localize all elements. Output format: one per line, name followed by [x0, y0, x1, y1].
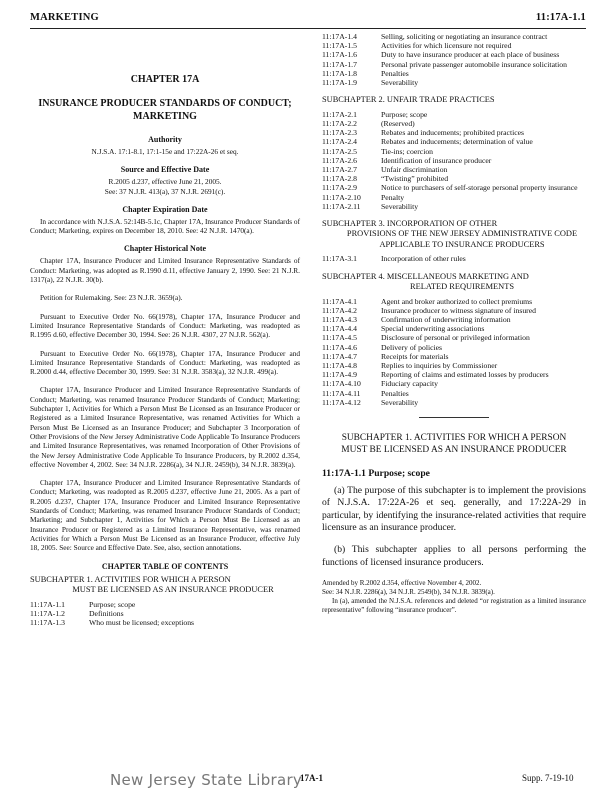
- toc-item-title: Fiduciary capacity: [381, 379, 438, 389]
- toc-item-number: 11:17A-1.8: [322, 68, 357, 78]
- toc-item-title: Disclosure of personal or privileged information: [381, 333, 530, 343]
- toc-item-title: Notice to purchasers of self-storage personal property insurance: [381, 183, 578, 193]
- toc-subchapter-line: SUBCHAPTER 1. ACTIVITIES FOR WHICH A PERSON: [30, 574, 231, 584]
- toc-list: [30, 600, 300, 628]
- toc-item-number: 11:17A-4.12: [322, 397, 361, 407]
- toc-item-number: 11:17A-1.5: [322, 41, 357, 51]
- source-line: See: 37 N.J.R. 413(a), 37 N.J.R. 2691(c).: [104, 186, 226, 196]
- toc-item-title: Rebates and inducements; determination of value: [381, 137, 533, 147]
- toc-item[interactable]: [322, 398, 586, 407]
- toc-item-number: 11:17A-1.1: [30, 599, 65, 609]
- toc-item-title: Severability: [381, 397, 419, 407]
- chapter-number: CHAPTER 17A: [130, 74, 200, 85]
- section-divider: [419, 417, 489, 418]
- toc-item-title: Purpose; scope: [381, 109, 428, 119]
- toc-subchapter-heading: [322, 219, 586, 251]
- toc-item-title: Purpose; scope: [89, 599, 136, 609]
- toc-list: [322, 297, 586, 407]
- authority-text: N.J.S.A. 17:1-8.1, 17:1-15e and 17:22A-26 et seq.: [91, 147, 239, 156]
- authority-heading: Authority: [148, 135, 182, 144]
- toc-item-title: Unfair discrimination: [381, 164, 448, 174]
- section-paragraph: (a) The purpose of this subchapter is to implement the provisions of N.J.S.A. 17:22A-26 et seq. generally, and 17:22A-29 in particular, by identifying the insurance-related activities that require licensure as an insurance producer.: [322, 485, 586, 533]
- toc-item-number: 11:17A-4.7: [322, 351, 357, 361]
- toc-item-number: 11:17A-2.1: [322, 109, 357, 119]
- toc-list: [322, 254, 586, 263]
- toc-item[interactable]: [322, 41, 586, 50]
- toc-item-number: 11:17A-4.5: [322, 333, 357, 343]
- amendment-note: In (a), amended the N.J.S.A. references and deleted “or registration as a limited insurance representative” following “insurance producer”.: [322, 596, 586, 614]
- toc-item-title: Rebates and inducements; prohibited practices: [381, 128, 525, 138]
- toc-item[interactable]: [322, 137, 586, 146]
- toc-item-number: 11:17A-2.11: [322, 201, 361, 211]
- subchapter-heading-line: MUST BE LICENSED AS AN INSURANCE PRODUCER: [341, 445, 567, 456]
- toc-item[interactable]: [322, 379, 586, 388]
- toc-item-title: Incorporation of other rules: [381, 254, 466, 264]
- historical-note-paragraph: Petition for Rulemaking. See: 23 N.J.R. 3659(a).: [40, 293, 183, 303]
- toc-item-number: 11:17A-1.2: [30, 608, 65, 618]
- toc-item[interactable]: [322, 306, 586, 315]
- amendment-note: Amended by R.2002 d.354, effective November 4, 2002.: [322, 578, 482, 587]
- toc-item[interactable]: [322, 174, 586, 183]
- left-column: [30, 44, 300, 627]
- toc-item-number: 11:17A-1.9: [322, 78, 357, 88]
- toc-item-title: Identification of insurance producer: [381, 155, 492, 165]
- toc-item-title: Selling, soliciting or negotiating an insurance contract: [381, 32, 548, 41]
- toc-item-number: 11:17A-3.1: [322, 254, 357, 264]
- toc-item[interactable]: [30, 609, 300, 618]
- toc-item[interactable]: [322, 50, 586, 59]
- toc-item[interactable]: [322, 183, 586, 192]
- expiration-text: In accordance with N.J.S.A. 52:14B-5.1c, Chapter 17A, Insurance Producer Standards of Conduct; Marketing, expires on December 18, 2010. See: 42 N.J.R. 1470(a).: [30, 216, 300, 236]
- historical-note-heading: Chapter Historical Note: [123, 244, 207, 254]
- supplement-date: Supp. 7-19-10: [522, 773, 574, 783]
- toc-subchapter-line: RELATED REQUIREMENTS: [410, 282, 514, 292]
- toc-item[interactable]: [322, 69, 586, 78]
- toc-subchapter-line: SUBCHAPTER 4. MISCELLANEOUS MARKETING AND: [322, 271, 529, 281]
- toc-item-title: Severability: [381, 78, 419, 88]
- page-footer: [0, 771, 616, 787]
- toc-item-title: Duty to have insurance producer at each place of business: [381, 50, 560, 60]
- toc-item-title: Tie-ins; coercion: [381, 146, 434, 156]
- toc-item-number: 11:17A-1.7: [322, 59, 357, 69]
- toc-item-title: Severability: [381, 201, 419, 211]
- toc-item[interactable]: [322, 370, 586, 379]
- toc-item-title: Special underwriting associations: [381, 324, 485, 334]
- toc-item-number: 11:17A-4.4: [322, 324, 357, 334]
- toc-item-title: Replies to inquiries by Commissioner: [381, 361, 498, 371]
- toc-item-number: 11:17A-2.8: [322, 174, 357, 184]
- toc-item[interactable]: [322, 119, 586, 128]
- toc-item[interactable]: [322, 202, 586, 211]
- toc-item[interactable]: [322, 333, 586, 342]
- toc-item-title: Definitions: [89, 608, 124, 618]
- source-heading: Source and Effective Date: [120, 165, 210, 175]
- subchapter-heading: [322, 432, 586, 456]
- toc-item-title: Confirmation of underwriting information: [381, 315, 511, 325]
- subchapter-heading-line: SUBCHAPTER 1. ACTIVITIES FOR WHICH A PERSON: [341, 433, 567, 444]
- toc-item-title: Insurance producer to witness signature of insured: [381, 305, 536, 315]
- toc-item-title: Who must be licensed; exceptions: [89, 617, 195, 627]
- toc-subchapter-line: MUST BE LICENSED AS AN INSURANCE PRODUCER: [72, 585, 274, 594]
- historical-note-paragraph: Chapter 17A, Insurance Producer and Limited Insurance Representative Standards of Conduct; Marketing, was readopted as R.2005 d.237, effective June 21, 2005. As a part of R.2005 d.237, Chapter 17A, Insurance Producer and Limited Insurance Representative Standards of Conduct; Marketing, was renamed Insurance Producer Standards of Conduct; Marketing; and Subchapter 1, Activities for Which a Person Must Be Licensed as an Insurance Producer or Registered as a Limited Insurance Representative, was renamed Activities for Which a Person Must Be Licensed as an Insurance Producer, effective July 18, 2005. See: Source and Effective Date. See, also, section annotations.: [30, 478, 300, 553]
- header-rule: [30, 28, 586, 29]
- toc-item-number: 11:17A-2.9: [322, 183, 357, 193]
- section-paragraph: (b) This subchapter applies to all persons performing the functions of licensed insurance producers.: [322, 544, 586, 568]
- amendment-note: See: 34 N.J.R. 2286(a), 34 N.J.R. 2549(b), 34 N.J.R. 3839(a).: [322, 587, 495, 596]
- toc-subchapter-line: SUBCHAPTER 3. INCORPORATION OF OTHER: [322, 218, 498, 228]
- toc-item-title: “Twisting” prohibited: [381, 174, 449, 184]
- page-number: 17A-1: [300, 773, 323, 783]
- toc-item-number: 11:17A-1.3: [30, 617, 65, 627]
- toc-item-title: Activities for which licensure not required: [381, 41, 512, 51]
- toc-item[interactable]: [322, 128, 586, 137]
- toc-item[interactable]: [322, 78, 586, 87]
- header-section-name: MARKETING: [30, 11, 99, 23]
- toc-item[interactable]: [322, 315, 586, 324]
- toc-item-title: Penalty: [381, 192, 405, 202]
- running-header: [30, 8, 586, 26]
- toc-item-number: 11:17A-4.9: [322, 370, 357, 380]
- toc-item-number: 11:17A-4.3: [322, 315, 357, 325]
- toc-item-number: 11:17A-2.7: [322, 164, 357, 174]
- toc-item[interactable]: [322, 254, 586, 263]
- toc-list: [322, 110, 586, 211]
- historical-note-paragraph: Chapter 17A, Insurance Producer and Limited Insurance Representative Standards of Conduct: Marketing, was adopted as R.1990 d.11, effective January 2, 1990. See: 21 N.J.R. 1317(a), 22 N.J.R. 30(b).: [30, 256, 300, 285]
- toc-item-number: 11:17A-4.10: [322, 379, 361, 389]
- chapter-title: INSURANCE PRODUCER STANDARDS OF CONDUCT; MARKETING: [38, 98, 292, 122]
- toc-subchapter-heading: [322, 272, 586, 293]
- toc-item-number: 11:17A-2.2: [322, 118, 357, 128]
- toc-item[interactable]: [322, 352, 586, 361]
- toc-subchapter-heading: SUBCHAPTER 2. UNFAIR TRADE PRACTICES: [322, 95, 495, 105]
- toc-item-title: Reporting of claims and estimated losses by producers: [381, 370, 549, 380]
- toc-item-number: 11:17A-4.11: [322, 388, 361, 398]
- toc-item-title: Penalties: [381, 388, 409, 398]
- toc-item[interactable]: [322, 343, 586, 352]
- toc-item[interactable]: [322, 324, 586, 333]
- library-watermark: New Jersey State Library: [110, 771, 303, 789]
- toc-item-number: 11:17A-4.8: [322, 361, 357, 371]
- toc-item-number: 11:17A-2.3: [322, 128, 357, 138]
- toc-item-title: Penalties: [381, 68, 409, 78]
- toc-item[interactable]: [322, 110, 586, 119]
- toc-item[interactable]: [322, 32, 586, 41]
- toc-item[interactable]: [322, 165, 586, 174]
- toc-item-title: Receipts for materials: [381, 351, 449, 361]
- toc-item-number: 11:17A-4.2: [322, 305, 357, 315]
- section-heading: 11:17A-1.1 Purpose; scope: [322, 468, 430, 480]
- toc-item-number: 11:17A-2.10: [322, 192, 361, 202]
- expiration-heading: Chapter Expiration Date: [122, 204, 208, 214]
- toc-item[interactable]: [322, 193, 586, 202]
- toc-item[interactable]: [322, 297, 586, 306]
- historical-note-paragraph: Chapter 17A, Insurance Producer and Limited Insurance Representative Standards of Conduct; Marketing, was renamed Insurance Producer Standards of Conduct; Marketing; Subchapter 1, Activities for Which a Person Must Be Licensed as an Insurance Producer or Registered as a Limited Insurance Representative, was renamed Activities for Which a Person Must Be Licensed as an Insurance Producer; and Subchapter 3 Incorporation of Other Provisions of the New Jersey Administrative Code Applicable To Insurance Producers and Limited Insurance Representatives, was renamed Incorporation of Other Provisions of the New Jersey Administrative Code Applicable To Insurance Producers, by R.2002 d.354, effective November 4, 2002. See: 34 N.J.R. 2286(a), 34 N.J.R. 2459(b), 34 N.J.R. 3839(a).: [30, 385, 300, 469]
- toc-item[interactable]: [322, 60, 586, 69]
- toc-item[interactable]: [322, 147, 586, 156]
- toc-item-number: 11:17A-2.6: [322, 155, 357, 165]
- toc-heading: CHAPTER TABLE OF CONTENTS: [101, 561, 229, 571]
- toc-item[interactable]: [322, 156, 586, 165]
- toc-item-number: 11:17A-1.6: [322, 50, 357, 60]
- historical-note-paragraph: Pursuant to Executive Order No. 66(1978), Chapter 17A, Insurance Producer and Limited Insurance Representative Standards of Conduct: Marketing, was readopted as R.2000 d.44, effective December 30, 1999. See: 31 N.J.R. 3583(a), 32 N.J.R. 499(a).: [30, 348, 300, 377]
- toc-list: [322, 32, 586, 87]
- toc-item-number: 11:17A-2.5: [322, 146, 357, 156]
- toc-item-number: 11:17A-4.1: [322, 296, 357, 306]
- source-line: R.2005 d.237, effective June 21, 2005.: [108, 177, 222, 187]
- toc-item-number: 11:17A-4.6: [322, 342, 357, 352]
- toc-subchapter-line: PROVISIONS OF THE NEW JERSEY ADMINISTRATIVE CODE APPLICABLE TO INSURANCE PRODUCERS: [346, 229, 578, 249]
- toc-item-title: Agent and broker authorized to collect premiums: [381, 296, 533, 306]
- toc-item[interactable]: [30, 618, 300, 627]
- toc-item[interactable]: [322, 389, 586, 398]
- toc-item-number: 11:17A-2.4: [322, 137, 357, 147]
- toc-item[interactable]: [322, 361, 586, 370]
- toc-item[interactable]: [30, 600, 300, 609]
- header-citation: 11:17A-1.1: [535, 11, 586, 23]
- historical-note-paragraph: Pursuant to Executive Order No. 66(1978), Chapter 17A, Insurance Producer and Limited Insurance Representative Standards of Conduct: Marketing, was readopted as R.1995 d.60, effective December 30, 1994. See: 26 N.J.R. 4307, 27 N.J.R. 562(a).: [30, 311, 300, 340]
- toc-item-title: Delivery of policies: [381, 342, 443, 352]
- toc-item-number: 11:17A-1.4: [322, 32, 357, 41]
- right-column: [322, 32, 586, 615]
- toc-subchapter-heading: [30, 575, 300, 596]
- toc-item-title: Personal private passenger automobile insurance solicitation: [381, 59, 567, 69]
- toc-item-title: (Reserved): [381, 118, 415, 128]
